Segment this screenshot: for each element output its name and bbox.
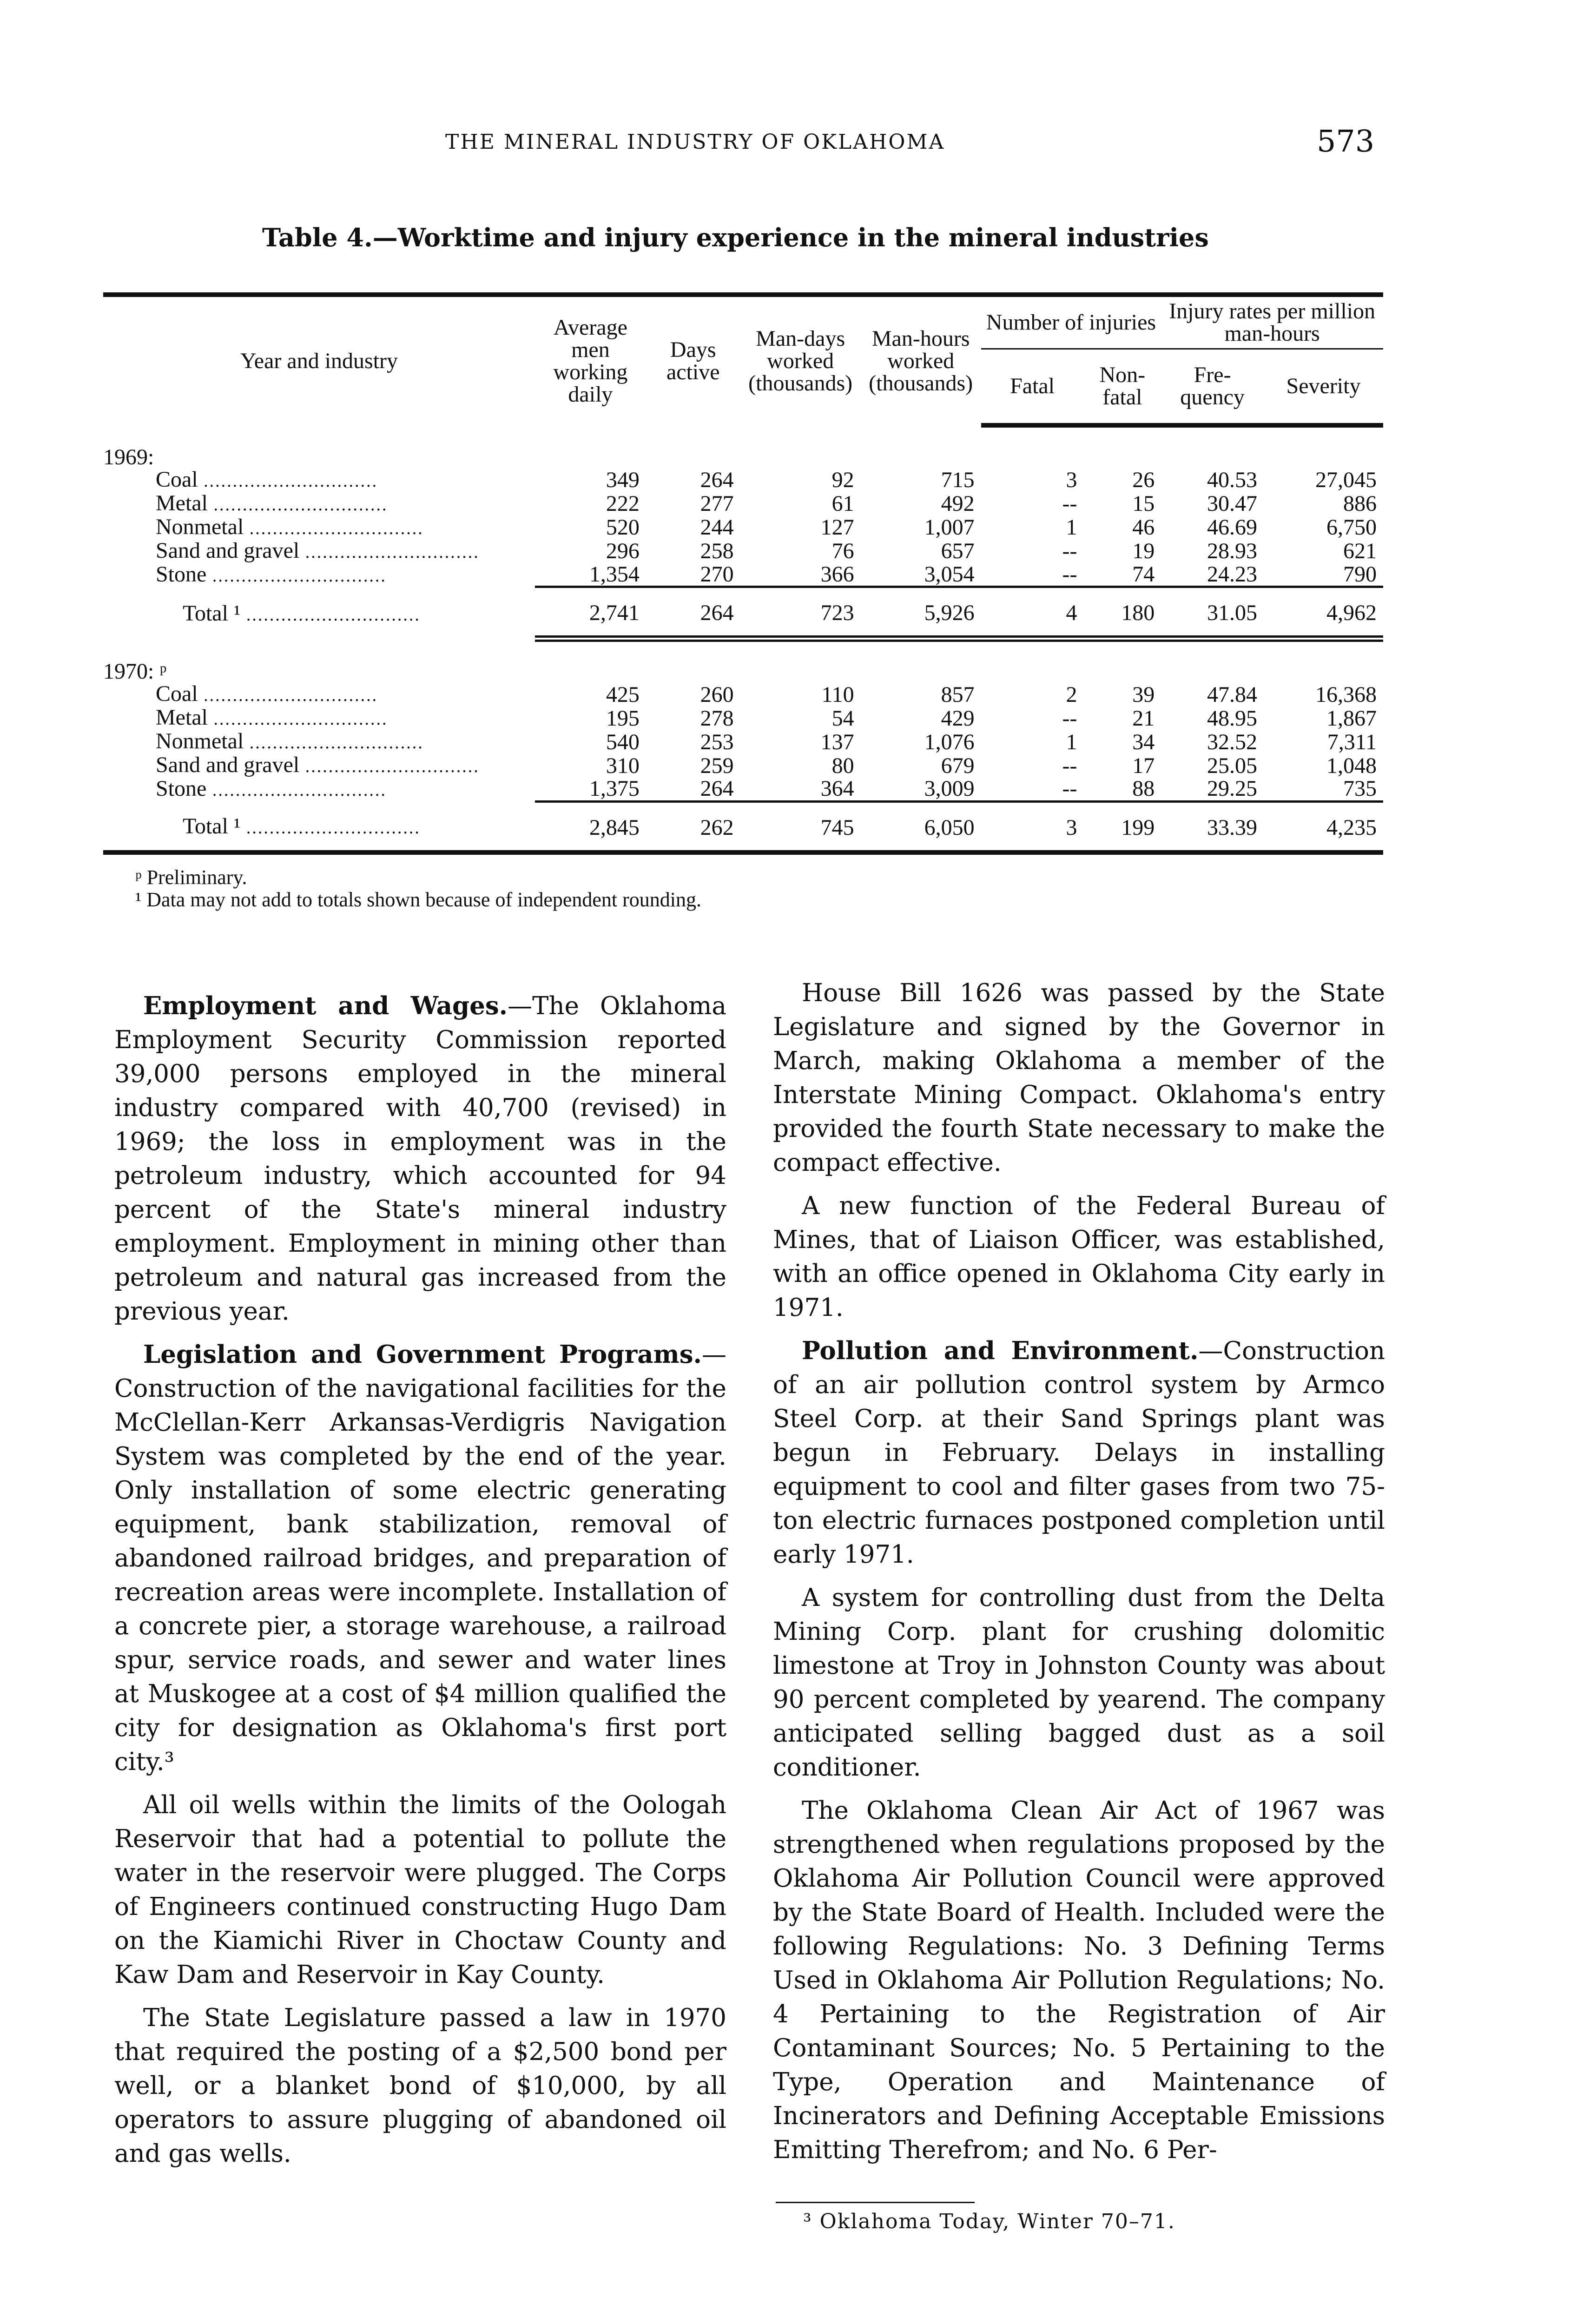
total-cell: 5,926: [861, 587, 981, 639]
cell: --: [1062, 753, 1077, 778]
table-row: [103, 730, 1383, 754]
table-row: [103, 540, 1383, 563]
cell: 46.69: [1207, 515, 1258, 540]
cell: 15: [1132, 491, 1155, 516]
paragraph-heading: Employment and Wages.: [143, 991, 508, 1020]
total-cell: 2,845: [535, 801, 646, 852]
cell: 54: [831, 706, 854, 731]
paragraph-text: A system for controlling dust from the Delta Mining Corp. plant for crushing dolomitic limestone at Troy in Johnston County was about 90 percent completed by yearend. The company anticipated selling bagged dust as a soil conditioner.: [773, 1584, 1385, 1782]
cell: 17: [1132, 753, 1155, 778]
paragraph-text: All oil wells within the limits of the Oologah Reservoir that had a potential to pollute the water in the reservoir were plugged. The Corps of Engineers continued constructing Hugo Dam on the Kiamichi River in Choctaw County and Kaw Dam and Reservoir in Kay County.: [114, 1791, 726, 1989]
paragraph: [773, 1794, 1385, 2167]
cell: 222: [606, 491, 640, 516]
cell: 48.95: [1207, 706, 1258, 731]
cell: 715: [941, 468, 975, 492]
cell: --: [1062, 561, 1077, 587]
table-row: [103, 516, 1383, 540]
cell: 3,054: [924, 561, 975, 587]
industry-label: Nonmetal .....: [103, 516, 535, 540]
table-row: [103, 706, 1383, 730]
paragraph: [114, 1788, 726, 1992]
total-cell: 4,235: [1264, 801, 1383, 852]
total-cell: 3: [981, 801, 1084, 852]
cell: 278: [700, 706, 734, 731]
header-year-industry: Year and industry: [103, 295, 535, 425]
total-label: Total ¹ .....: [103, 587, 535, 639]
cell: 195: [606, 706, 640, 731]
total-row: [103, 801, 1383, 852]
cell: 21: [1132, 706, 1155, 731]
cell: 110: [821, 682, 854, 707]
cell: 310: [606, 753, 640, 778]
cell: 7,311: [1327, 729, 1377, 754]
cell: 88: [1132, 776, 1155, 801]
header-rates-group: Injury rates per million man-hours: [1161, 295, 1383, 349]
paragraph: [114, 2001, 726, 2171]
total-cell: 262: [646, 801, 740, 852]
right-column: [773, 976, 1385, 2176]
total-cell: 264: [646, 587, 740, 639]
cell: 76: [831, 539, 854, 563]
total-cell: 33.39: [1161, 801, 1264, 852]
cell: 366: [820, 561, 854, 587]
cell: 657: [941, 539, 975, 563]
paragraph-text: A new function of the Federal Bureau of Mines, that of Liaison Officer, was established, with an office opened in Oklahoma City early in 1971.: [773, 1192, 1385, 1322]
cell: 27,045: [1315, 468, 1377, 492]
cell: 1,048: [1326, 753, 1377, 778]
cell: 425: [606, 682, 640, 707]
cell: 253: [700, 729, 734, 754]
cell: 137: [820, 729, 854, 754]
cell: 258: [700, 539, 734, 563]
industry-label: Nonmetal .....: [103, 730, 535, 754]
paragraph-heading: Legislation and Government Programs.: [143, 1340, 702, 1369]
cell: 1: [1066, 729, 1077, 754]
cell: 259: [700, 753, 734, 778]
total-cell: 4: [981, 587, 1084, 639]
table-row: [103, 754, 1383, 778]
table-row: [103, 563, 1383, 587]
cell: 47.84: [1207, 682, 1258, 707]
cell: 40.53: [1207, 468, 1258, 492]
worktime-injury-table: [103, 292, 1383, 855]
industry-label: Coal .....: [103, 469, 535, 492]
total-cell: 199: [1084, 801, 1161, 852]
industry-label: Metal .....: [103, 706, 535, 730]
cell: 3,009: [924, 776, 975, 801]
paragraph: [773, 1581, 1385, 1784]
note-rounding: ¹ Data may not add to totals shown because of independent rounding.: [135, 888, 702, 911]
paragraph-text: —Construction of the navigational facilities for the McClellan-Kerr Arkansas-Verdigris Navigation System was completed by the end of the year. Only installation of some electric generating equipment, bank stabilization, removal of abandoned railroad bridges, and preparation of recreation areas were incomplete. Installation of a concrete pier, a storage warehouse, a railroad spur, service roads, and sewer and water lines at Muskogee at a cost of $4 million qualified the city for designation as Oklahoma's first port city.³: [114, 1340, 726, 1776]
total-cell: 723: [740, 587, 861, 639]
cell: 29.25: [1207, 776, 1258, 801]
total-cell: 2,741: [535, 587, 646, 639]
cell: 92: [831, 468, 854, 492]
total-cell: 180: [1084, 587, 1161, 639]
industry-label: Sand and gravel .....: [103, 540, 535, 563]
footnote-rule: [776, 2202, 975, 2203]
cell: 429: [941, 706, 975, 731]
cell: 790: [1343, 561, 1377, 587]
cell: 24.23: [1207, 561, 1258, 587]
industry-label: Metal .....: [103, 492, 535, 516]
left-column: [114, 989, 726, 2180]
table-row: [103, 683, 1383, 706]
total-cell: 31.05: [1161, 587, 1264, 639]
cell: 886: [1343, 491, 1377, 516]
cell: 46: [1132, 515, 1155, 540]
cell: 61: [831, 491, 854, 516]
total-row: [103, 587, 1383, 639]
cell: 492: [941, 491, 975, 516]
paragraph-heading: Pollution and Environment.: [802, 1336, 1199, 1365]
cell: 39: [1132, 682, 1155, 707]
cell: 3: [1066, 468, 1077, 492]
header-injuries-group: Number of injuries: [981, 295, 1161, 349]
total-cell: 6,050: [861, 801, 981, 852]
table-notes: [135, 866, 701, 911]
cell: 74: [1132, 561, 1155, 587]
cell: 6,750: [1326, 515, 1377, 540]
cell: 260: [700, 682, 734, 707]
table-title: Table 4.—Worktime and injury experience in the mineral industries: [262, 223, 1209, 252]
header-nonfatal: Non-fatal: [1084, 349, 1161, 425]
cell: 30.47: [1207, 491, 1258, 516]
footnote: ³ Oklahoma Today, Winter 70–71.: [803, 2210, 1175, 2233]
industry-label: Sand and gravel .....: [103, 754, 535, 778]
paragraph: [773, 1334, 1385, 1571]
header-frequency: Fre-quency: [1161, 349, 1264, 425]
cell: 1,867: [1326, 706, 1377, 731]
industry-label: Coal .....: [103, 683, 535, 706]
header-fatal: Fatal: [981, 349, 1084, 425]
cell: 540: [606, 729, 640, 754]
header-days-active: Days active: [646, 295, 740, 425]
header-avg-men: Average men working daily: [535, 295, 646, 425]
cell: 34: [1132, 729, 1155, 754]
cell: 26: [1132, 468, 1155, 492]
cell: 28.93: [1207, 539, 1258, 563]
cell: 264: [700, 776, 734, 801]
header-man-hours: Man-hours worked (thousands): [861, 295, 981, 425]
paragraph-text: House Bill 1626 was passed by the State Legislature and signed by the Governor in March, making Oklahoma a member of the Interstate Mining Compact. Oklahoma's entry provided the fourth State necessary to make the compact effective.: [773, 979, 1385, 1177]
paragraph-text: —Construction of an air pollution control system by Armco Steel Corp. at their Sand Springs plant was begun in February. Delays in installing equipment to cool and filter gases from two 75-ton electric furnaces postponed completion until early 1971.: [773, 1337, 1385, 1569]
cell: 296: [606, 539, 640, 563]
total-cell: 745: [740, 801, 861, 852]
cell: --: [1062, 539, 1077, 563]
cell: --: [1062, 776, 1077, 801]
cell: 679: [941, 753, 975, 778]
running-title: THE MINERAL INDUSTRY OF OKLAHOMA: [445, 130, 945, 154]
cell: 349: [606, 468, 640, 492]
cell: 735: [1343, 776, 1377, 801]
cell: 16,368: [1315, 682, 1377, 707]
paragraph-text: —The Oklahoma Employment Security Commission reported 39,000 persons employed in the mineral industry compared with 40,700 (revised) in 1969; the loss in employment was in the petroleum industry, which accounted for 94 percent of the State's mineral industry employment. Employment in mining other than petroleum and natural gas increased from the previous year.: [114, 992, 726, 1326]
cell: 25.05: [1207, 753, 1258, 778]
header-man-days: Man-days worked (thousands): [740, 295, 861, 425]
cell: 1: [1066, 515, 1077, 540]
cell: 270: [700, 561, 734, 587]
paragraph-text: The State Legislature passed a law in 1970 that required the posting of a $2,500 bond per well, or a blanket bond of $10,000, by all operators to assure plugging of abandoned oil and gas wells.: [114, 2004, 726, 2168]
page-number: 573: [1317, 124, 1375, 159]
cell: 264: [700, 468, 734, 492]
cell: --: [1062, 706, 1077, 731]
paragraph: [114, 989, 726, 1328]
cell: 80: [831, 753, 854, 778]
table-row: [103, 778, 1383, 801]
paragraph: [773, 1189, 1385, 1325]
note-preliminary: ᵖ Preliminary.: [135, 866, 247, 889]
cell: 520: [606, 515, 640, 540]
cell: 127: [820, 515, 854, 540]
industry-label: Stone .....: [103, 563, 535, 587]
cell: --: [1062, 491, 1077, 516]
cell: 19: [1132, 539, 1155, 563]
table-row: [103, 469, 1383, 492]
paragraph: [114, 1338, 726, 1779]
cell: 277: [700, 491, 734, 516]
year-label: 1970: ᵖ: [103, 659, 167, 684]
total-cell: 4,962: [1264, 587, 1383, 639]
cell: 364: [820, 776, 854, 801]
cell: 1,007: [924, 515, 975, 540]
year-label: 1969:: [103, 444, 154, 469]
cell: 857: [941, 682, 975, 707]
header-severity: Severity: [1264, 349, 1383, 425]
cell: 32.52: [1207, 729, 1258, 754]
cell: 1,076: [924, 729, 975, 754]
cell: 1,375: [589, 776, 640, 801]
industry-label: Stone .....: [103, 778, 535, 801]
cell: 621: [1343, 539, 1377, 563]
paragraph-text: The Oklahoma Clean Air Act of 1967 was strengthened when regulations proposed by the Oklahoma Air Pollution Council were approved by the State Board of Health. Included were the following Regulations: No. 3 Defining Terms Used in Oklahoma Air Pollution Regulations; No. 4 Pertaining to the Registration of Air Contaminant Sources; No. 5 Pertaining to the Type, Operation and Maintenance of Incinerators and Defining Acceptable Emissions Emitting Therefrom; and No. 6 Per-: [773, 1796, 1385, 2164]
cell: 2: [1066, 682, 1077, 707]
cell: 244: [700, 515, 734, 540]
paragraph: [773, 976, 1385, 1180]
cell: 1,354: [589, 561, 640, 587]
table-row: [103, 492, 1383, 516]
total-label: Total ¹ .....: [103, 801, 535, 852]
